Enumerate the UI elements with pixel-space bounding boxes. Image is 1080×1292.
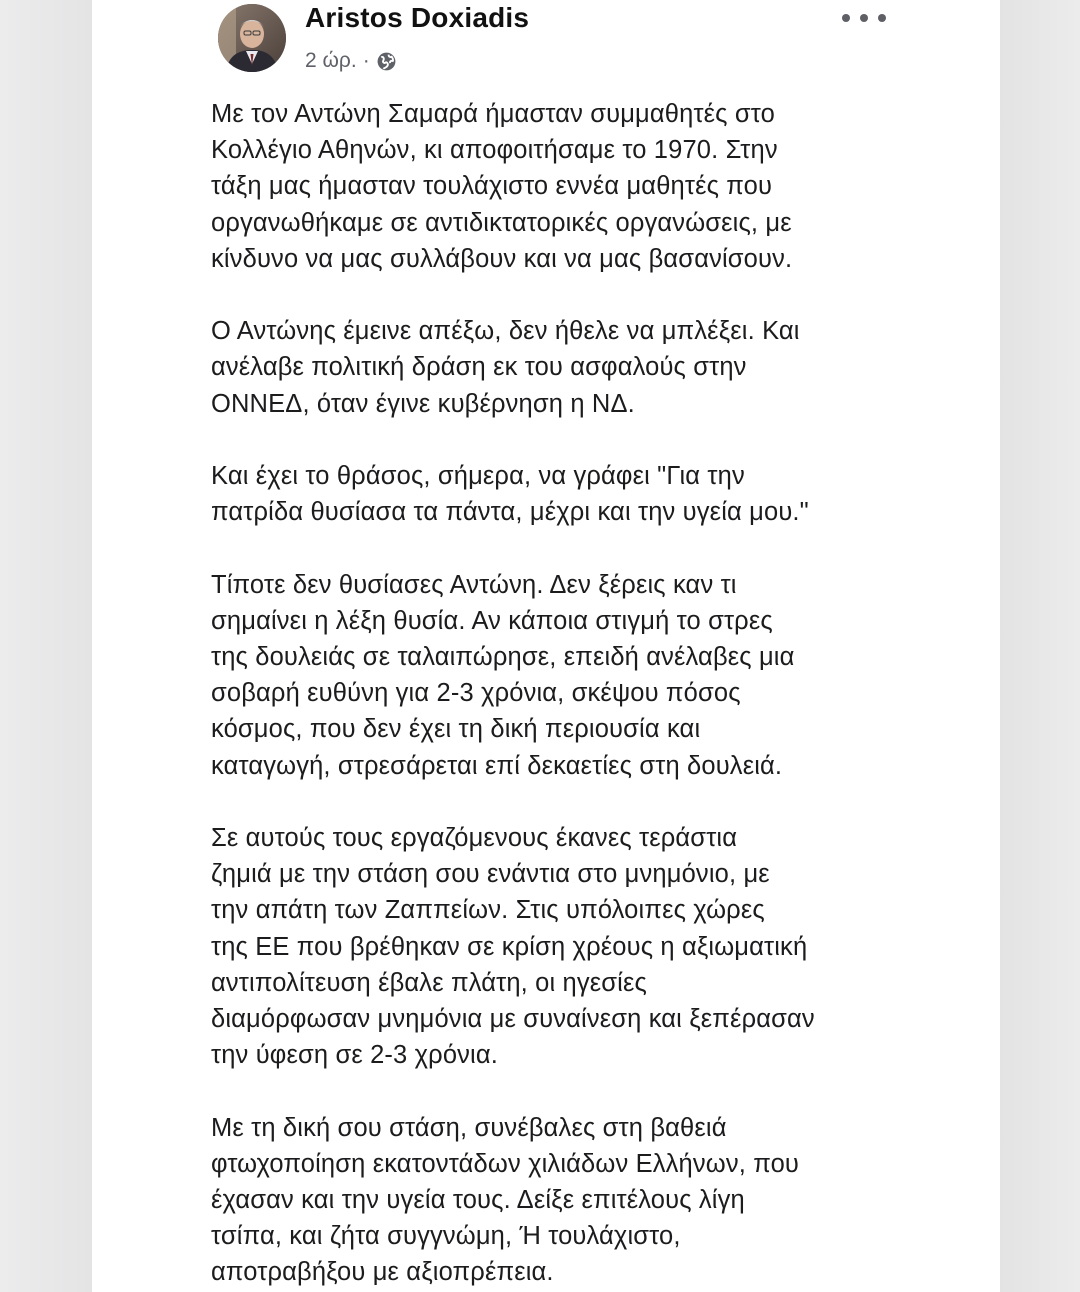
text-line: τσίπα, και ζήτα συγγνώμη, Ή τουλάχιστο, (211, 1222, 681, 1251)
text-line: αποτραβήξου με αξιοπρέπεια. (211, 1258, 554, 1287)
paragraph (211, 820, 991, 1073)
text-line: φτωχοποίηση εκατοντάδων χιλιάδων Ελλήνων, που (211, 1149, 800, 1178)
text-line: τάξη μας ήμασταν τουλάχιστο εννέα μαθητές που (211, 172, 773, 201)
left-frame (0, 0, 92, 1292)
avatar-photo (218, 4, 286, 72)
text-line: κίνδυνο να μας συλλάβουν και να μας βασανίσουν. (211, 244, 793, 273)
text-line: αντιπολίτευση έβαλε πλάτη, οι ηγεσίες (211, 968, 647, 997)
text-line: ΟΝΝΕΔ, όταν έγινε κυβέρνηση η ΝΔ. (211, 389, 635, 418)
globe-icon (376, 51, 397, 72)
post-meta (305, 46, 397, 76)
text-line: σοβαρή ευθύνη για 2-3 χρόνια, σκέψου πόσος (211, 679, 741, 708)
paragraph (211, 96, 991, 277)
text-line: Και έχει το θράσος, σήμερα, να γράφει "Για την (211, 462, 745, 490)
text-line: της δουλειάς σε ταλαιπώρησε, επειδή ανέλαβες μια (211, 643, 795, 671)
post-header (92, 0, 1000, 92)
text-line: σημαίνει η λέξη θυσία. Αν κάποια στιγμή το στρες (211, 606, 773, 635)
text-line: Με τον Αντώνη Σαμαρά ήμασταν συμμαθητές στο (211, 100, 775, 128)
text-line: πατρίδα θυσίασα τα πάντα, μέχρι και την υγεία μου." (211, 498, 809, 527)
text-line: την ύφεση σε 2-3 χρόνια. (211, 1041, 498, 1070)
more-options-icon[interactable] (842, 6, 886, 30)
paragraph (211, 1110, 991, 1291)
text-line: ζημιά με την στάση σου ενάντια στο μνημόνιο, με (211, 860, 770, 889)
text-line: οργανωθήκαμε σε αντιδικτατορικές οργανώσεις, με (211, 208, 792, 237)
text-line: της ΕΕ που βρέθηκαν σε κρίση χρέους η αξιωματική (211, 932, 808, 961)
text-line: την απάτη των Ζαππείων. Στις υπόλοιπες χώρες (211, 896, 765, 925)
paragraph (211, 458, 991, 530)
author-name[interactable]: Aristos Doxiadis (305, 2, 530, 33)
text-line: Με τη δική σου στάση, συνέβαλες στη βαθειά (211, 1113, 727, 1142)
text-line: Σε αυτούς τους εργαζόμενους έκανες τεράστια (211, 824, 738, 852)
text-line: κόσμος, που δεν έχει τη δική περιουσία και (211, 715, 701, 744)
text-line: ανέλαβε πολιτική δράση εκ του ασφαλούς στην (211, 353, 747, 382)
post-time[interactable]: 2 ώρ. (305, 49, 357, 72)
paragraph (211, 313, 991, 422)
meta-separator: · (362, 49, 370, 72)
text-line: Τίποτε δεν θυσίασες Αντώνη. Δεν ξέρεις καν τι (211, 570, 737, 599)
text-line: καταγωγή, στρεσάρεται επί δεκαετίες στη δουλειά. (211, 751, 783, 780)
text-line: Ο Αντώνης έμεινε απέξω, δεν ήθελε να μπλέξει. Και (211, 317, 800, 346)
avatar[interactable] (218, 4, 286, 72)
right-frame (1000, 0, 1080, 1292)
post-body (211, 96, 991, 1292)
text-line: Κολλέγιο Αθηνών, κι αποφοιτήσαμε το 1970. Στην (211, 136, 778, 165)
paragraph (211, 567, 991, 784)
post-card (92, 0, 1000, 1292)
text-line: έχασαν και την υγεία τους. Δείξε επιτέλους λίγη (211, 1186, 745, 1215)
text-line: διαμόρφωσαν μνημόνια με συναίνεση και ξεπέρασαν (211, 1005, 815, 1034)
